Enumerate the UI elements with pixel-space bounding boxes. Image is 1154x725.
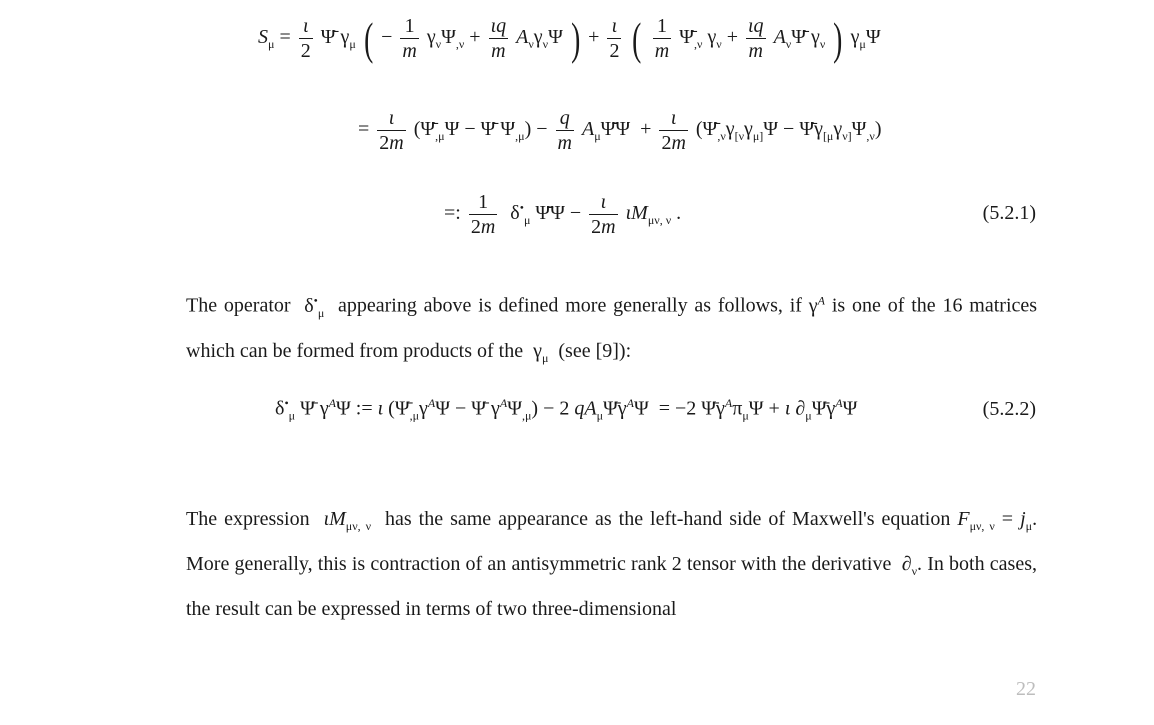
equation-5-2-1-line-1: $S_\mu$ = $\frac{\iota}{2}$ Ψ̄ $\gamma_\mu$ ( − $\frac{1}{m}$ $\gamma_\nu\Psi_{,\nu}$ + $\frac{\iota q}{m}$ $A_\nu\gamma_\nu\Psi$ ) + $\frac{\iota}{2}$ ( $\frac{1}{m}$ $\Psī_{,\nu}$ $\gamma_\nu$ + $\frac{\iota q}{m}$ $A_\nu\Psī$ $\gamma_\nu$ ) $\gamma_\mu\Psi$ xyxy=(258,12,881,64)
page-number: 22 xyxy=(1016,678,1036,700)
equation-number-5-2-2: (5.2.2) xyxy=(982,398,1036,420)
equation-5-2-1-line-2: = $\frac{\iota}{2m}$ ($\Psī_{,\mu}\Psi$ − Ψ̄ $\Psi_{,\mu}$) − $\frac{q}{m}$ $A_\mu\Psī\Psi$ + $\frac{\iota}{2m}$ ($\Psī_{,\nu}\gamma_{[\nu}\gamma_{\mu]}\Psi$ − $\Psī\gamma_{[\mu}\gamma_{\nu]}\Psi_{,\nu}$) xyxy=(358,107,882,154)
paragraph-1: The operator $\delta^•_\mu$ appearing above is defined more generally as follows, if $\gamma^A$ is one of the 16 matrices which can be formed from products of the $\gamma_\mu$ (see [9]): xyxy=(186,293,1038,365)
equation-number-5-2-1: (5.2.1) xyxy=(982,202,1036,224)
equation-5-2-2: $\delta^•_\mu$ Ψ̄ $\gamma^A\Psi$ := ι ($\Psī_{,\mu}\gamma^A\Psi$ − Ψ̄ $\gamma^A\Psi_{,\mu}) - 2$ $qA_\mu\Psī\gamma^A\Psi = -2$ $\Psī\gamma^A\pi_\mu\Psi + \iota$ $\partial_\mu\Psī\gamma^A\Psi$ xyxy=(275,396,858,423)
paragraph-2: The expression $\iota M_{\mu\nu, \nu}$ has the same appearance as the left-hand side of Maxwell's equation $F_{\mu\nu, \nu} = j_\mu$. More generally, this is contraction of an antisymmetric rank 2 tensor with the derivative $\partial_\nu$. In both cases, the result can be expressed in terms of two three-dimensional xyxy=(186,508,1038,620)
equation-5-2-1-line-3: =: $\frac{1}{2m}$ $\delta^•_\mu$ Ψ̄Ψ − $\frac{\iota}{2m}$ $\iota M_{\mu\nu, \nu}$ . xyxy=(444,191,682,238)
